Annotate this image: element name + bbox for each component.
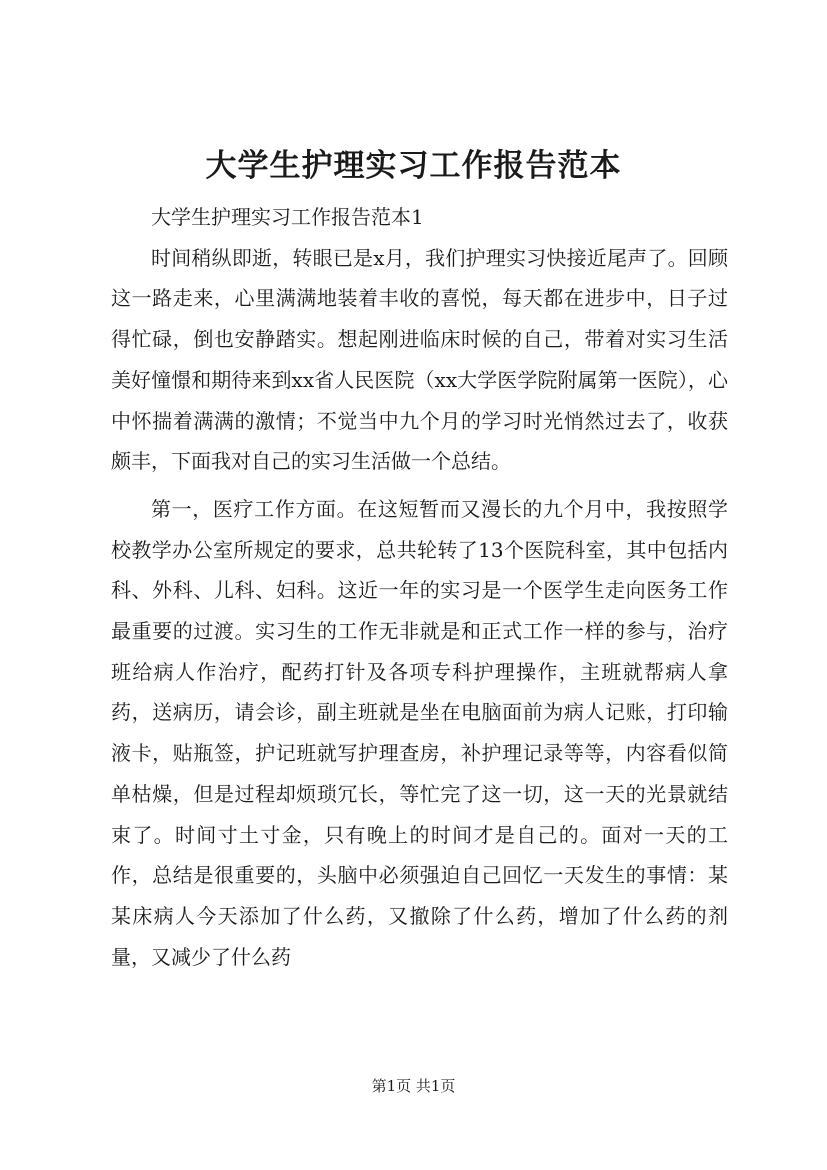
paragraph-2: 第一，医疗工作方面。在这短暂而又漫长的九个月中，我按照学校教学办公室所规定的要求，总共轮转了13个医院科室，其中包括内科、外科、儿科、妇科。这近一年的实习是一个医学生走向医务工作最重要的过渡。实习生的工作无非就是和正式工作一样的参与，治疗班给病人作治疗，配药打针及各项专科护理操作，主班就帮病人拿药，送病历，请会诊，副主班就是坐在电脑面前为病人记账，打印输液卡，贴瓶签，护记班就写护理查房，补护理记录等等，内容看似简单枯燥，但是过程却烦琐冗长，等忙完了这一切，这一天的光景就结束了。时间寸土寸金，只有晚上的时间才是自己的。面对一天的工作，总结是很重要的，头脑中必须强迫自己回忆一天发生的事情：某某床病人今天添加了什么药，又撤除了什么药，增加了什么药的剂量，又减少了什么药 bbox=[111, 496, 728, 969]
document-title: 大学生护理实习工作报告范本 bbox=[205, 148, 622, 184]
document-body bbox=[111, 197, 728, 977]
document-subtitle: 大学生护理实习工作报告范本1 bbox=[151, 205, 424, 229]
page-number-footer: 第1页 共1页 bbox=[371, 1077, 456, 1095]
paragraph-1: 时间稍纵即逝，转眼已是x月，我们护理实习快接近尾声了。回顾这一路走来，心里满满地装着丰收的喜悦，每天都在进步中，日子过得忙碌，倒也安静踏实。想起刚进临床时候的自己，带着对实习生活美好憧憬和期待来到xx省人民医院（xx大学医学院附属第一医院），心中怀揣着满满的激情；不觉当中九个月的学习时光悄然过去了，收获颇丰，下面我对自己的实习生活做一个总结。 bbox=[111, 245, 728, 474]
